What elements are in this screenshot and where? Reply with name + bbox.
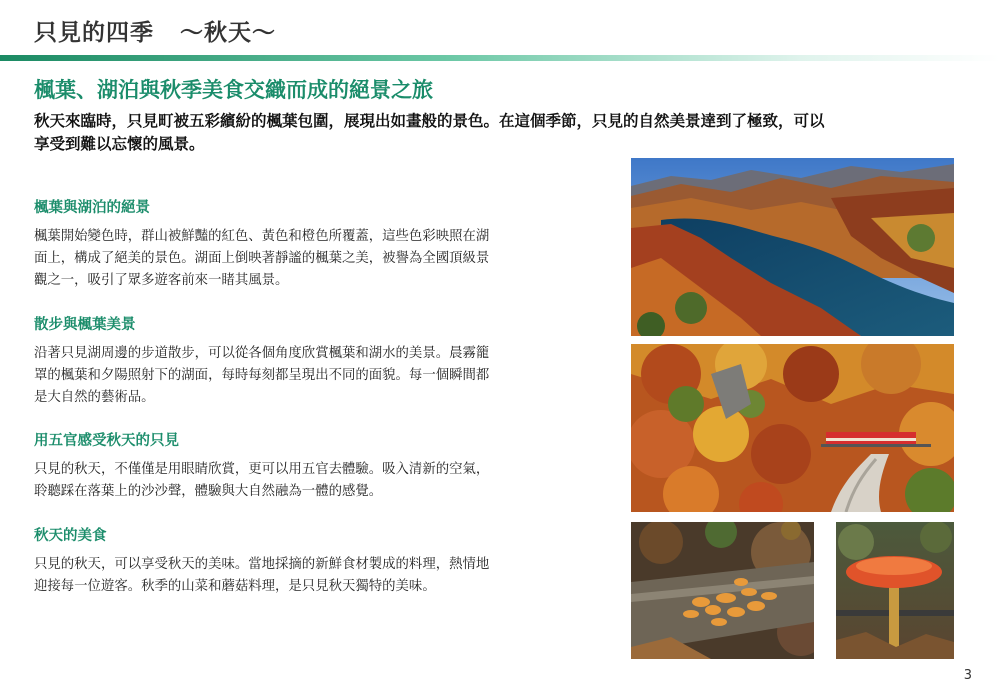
- section-body: [34, 343, 564, 409]
- intro-line: 秋天來臨時，只見町被五彩繽紛的楓葉包圍，展現出如畫般的景色。在這個季節，只見的自然美景達到了極致，可以: [34, 112, 825, 130]
- section-five-senses: [34, 429, 564, 503]
- section-walk: [34, 313, 564, 409]
- mushroom-log-image: [631, 522, 814, 659]
- section-line: 迎接每一位遊客。秋季的山菜和蘑菇料理，是只見秋天獨特的美味。: [34, 579, 436, 594]
- main-title: 楓葉、湖泊與秋季美食交織而成的絕景之旅: [34, 78, 433, 102]
- section-heading: 秋天的美食: [34, 528, 107, 544]
- intro-paragraph: [34, 110, 954, 156]
- red-mushroom-image: [836, 522, 954, 659]
- section-body: [34, 554, 564, 598]
- section-heading: 用五官感受秋天的只見: [34, 433, 179, 449]
- section-body: [34, 226, 564, 292]
- section-line: 聆聽踩在落葉上的沙沙聲，體驗與大自然融為一體的感覺。: [34, 484, 383, 499]
- section-heading: 散步與楓葉美景: [34, 317, 136, 333]
- mushroom-log-photo: [631, 522, 814, 659]
- section-food: [34, 524, 564, 598]
- section-line: 只見的秋天，不僅僅是用眼睛欣賞，更可以用五官去體驗。吸入清新的空氣，: [34, 462, 490, 477]
- header-divider: [0, 55, 1000, 61]
- page-header: [34, 14, 276, 47]
- header-title: 只見的四季: [34, 20, 154, 46]
- section-body: [34, 459, 564, 503]
- autumn-valley-train-photo: [631, 344, 954, 512]
- page-number: 3: [963, 668, 972, 683]
- section-line: 罩的楓葉和夕陽照射下的湖面，每時每刻都呈現出不同的面貌。每一個瞬間都: [34, 368, 490, 383]
- autumn-lake-photo: [631, 158, 954, 336]
- section-autumn-lake: [34, 196, 564, 292]
- section-line: 楓葉開始變色時，群山被鮮豔的紅色、黃色和橙色所覆蓋，這些色彩映照在湖: [34, 229, 490, 244]
- autumn-lake-image: [631, 158, 954, 336]
- section-line: 面上，構成了絕美的景色。湖面上倒映著靜謐的楓葉之美，被譽為全國頂級景: [34, 251, 490, 266]
- section-heading: 楓葉與湖泊的絕景: [34, 200, 150, 216]
- section-line: 是大自然的藝術品。: [34, 390, 155, 405]
- header-subtitle: ～秋天～: [180, 20, 276, 46]
- section-line: 只見的秋天，可以享受秋天的美味。當地採摘的新鮮食材製成的料理，熱情地: [34, 557, 490, 572]
- section-line: 沿著只見湖周邊的步道散步，可以從各個角度欣賞楓葉和湖水的美景。晨霧籠: [34, 346, 490, 361]
- red-mushroom-photo: [836, 522, 954, 659]
- intro-line: 享受到難以忘懷的風景。: [34, 135, 205, 153]
- section-line: 觀之一，吸引了眾多遊客前來一睹其風景。: [34, 273, 289, 288]
- autumn-valley-image: [631, 344, 954, 512]
